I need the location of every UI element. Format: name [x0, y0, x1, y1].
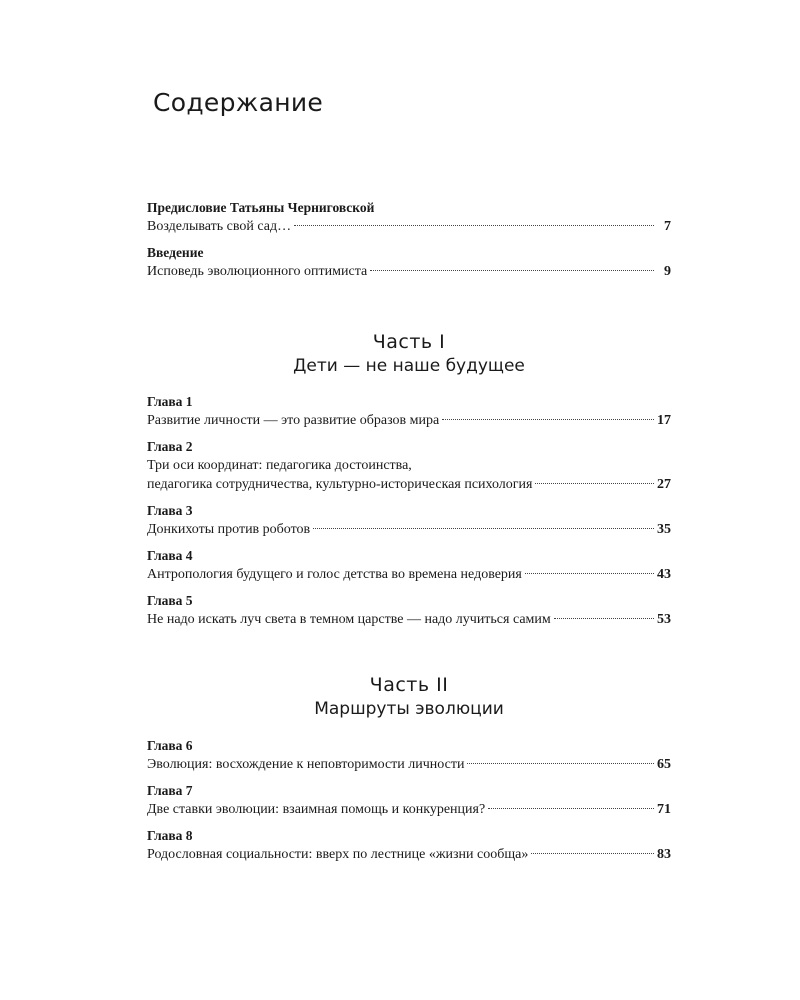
- page-number: 35: [657, 522, 671, 537]
- toc-entry-chapter-5: [147, 591, 671, 629]
- dot-leader: [370, 270, 654, 271]
- part-number: Часть II: [369, 674, 449, 696]
- chapter-title: Развитие личности — это развитие образов мира: [147, 413, 440, 428]
- toc-line[interactable]: [147, 565, 671, 584]
- chapter-title: педагогика сотрудничества, культурно-историческая психология: [147, 477, 533, 492]
- chapter-heading: Глава 7: [147, 783, 193, 798]
- chapter-title: Родословная социальности: вверх по лестнице «жизни сообща»: [147, 847, 529, 862]
- toc-entry-chapter-7: [147, 781, 671, 819]
- toc-line[interactable]: [147, 755, 671, 774]
- toc-entry-chapter-2: [147, 437, 671, 494]
- dot-leader: [294, 225, 654, 226]
- chapter-heading: Глава 2: [147, 439, 193, 454]
- entry-title: Исповедь эволюционного оптимиста: [147, 264, 368, 279]
- part-number: Часть I: [372, 331, 446, 353]
- intro-section: [147, 198, 671, 288]
- part-2-chapters: [147, 736, 671, 871]
- toc-line[interactable]: [147, 475, 671, 494]
- toc-entry-foreword: [147, 198, 671, 236]
- page-number: 83: [657, 847, 671, 862]
- entry-heading: Предисловие Татьяны Черниговской: [147, 200, 375, 215]
- toc-line[interactable]: [147, 262, 671, 281]
- toc-line[interactable]: [147, 520, 671, 539]
- dot-leader: [488, 808, 654, 809]
- page-number: 65: [657, 757, 671, 772]
- chapter-heading: Глава 1: [147, 394, 193, 409]
- dot-leader: [525, 573, 654, 574]
- toc-line[interactable]: [147, 217, 671, 236]
- page-number: 53: [657, 612, 671, 627]
- part-1-heading: [147, 330, 671, 378]
- chapter-heading: Глава 6: [147, 738, 193, 753]
- toc-line[interactable]: [147, 610, 671, 629]
- page-title: Содержание: [153, 88, 324, 117]
- part-title: Маршруты эволюции: [314, 699, 504, 719]
- page-number: 17: [657, 413, 671, 428]
- page-number: 71: [657, 802, 671, 817]
- toc-line[interactable]: [147, 800, 671, 819]
- dot-leader: [467, 763, 654, 764]
- entry-heading: Введение: [147, 245, 204, 260]
- dot-leader: [535, 483, 654, 484]
- chapter-title: Не надо искать луч света в темном царстве — надо лучиться самим: [147, 612, 551, 627]
- chapter-title-line: Три оси координат: педагогика достоинства,: [147, 458, 412, 473]
- part-2-heading: [147, 673, 671, 721]
- entry-title: Возделывать свой сад…: [147, 219, 292, 234]
- chapter-title: Донкихоты против роботов: [147, 522, 311, 537]
- toc-line[interactable]: [147, 411, 671, 430]
- page-number: 27: [657, 477, 671, 492]
- chapter-heading: Глава 8: [147, 828, 193, 843]
- toc-entry-chapter-8: [147, 826, 671, 864]
- chapter-heading: Глава 5: [147, 593, 193, 608]
- chapter-title: Эволюция: восхождение к неповторимости личности: [147, 757, 465, 772]
- toc-entry-chapter-3: [147, 501, 671, 539]
- toc-entry-introduction: [147, 243, 671, 281]
- toc-entry-chapter-1: [147, 392, 671, 430]
- dot-leader: [313, 528, 654, 529]
- dot-leader: [442, 419, 654, 420]
- toc-line[interactable]: [147, 845, 671, 864]
- page-number: 9: [664, 264, 671, 279]
- part-1-chapters: [147, 392, 671, 636]
- part-title: Дети — не наше будущее: [293, 356, 525, 376]
- toc-entry-chapter-6: [147, 736, 671, 774]
- chapter-title: Антропология будущего и голос детства во времена недоверия: [147, 567, 522, 582]
- page-number: 43: [657, 567, 671, 582]
- chapter-heading: Глава 4: [147, 548, 193, 563]
- page-number: 7: [664, 219, 671, 234]
- dot-leader: [531, 853, 654, 854]
- toc-entry-chapter-4: [147, 546, 671, 584]
- chapter-heading: Глава 3: [147, 503, 193, 518]
- chapter-title: Две ставки эволюции: взаимная помощь и конкуренция?: [147, 802, 486, 817]
- dot-leader: [554, 618, 654, 619]
